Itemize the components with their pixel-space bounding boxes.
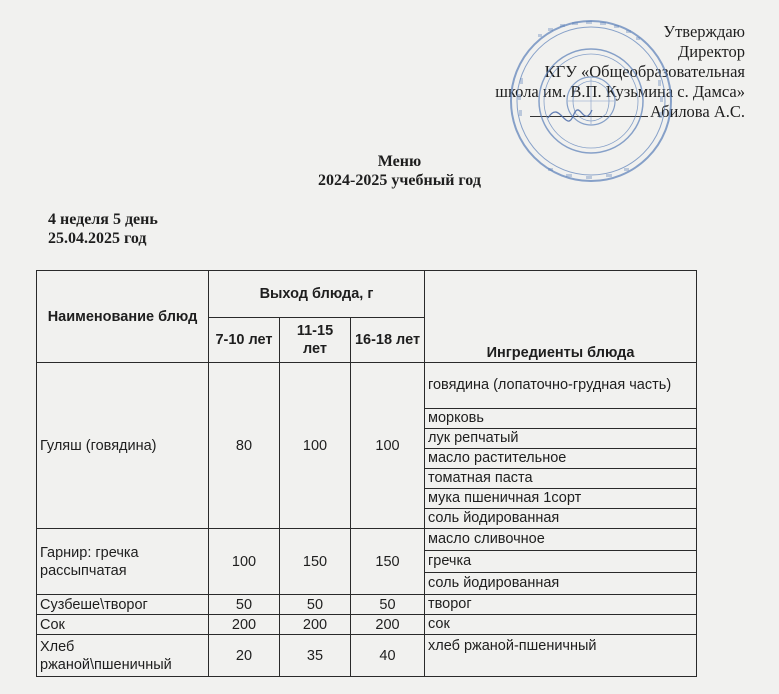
dish-name: Гарнир: гречка рассыпчатая [37,529,209,595]
output-11-15: 150 [280,529,351,595]
table-row [37,615,697,635]
dish-name: Гуляш (говядина) [37,363,209,529]
menu-table [36,270,697,677]
header-age-11-15: 11-15 лет [280,318,351,363]
output-16-18: 50 [351,595,425,615]
signatory-name: Абилова А.С. [650,102,745,121]
menu-date: 25.04.2025 год [48,230,147,247]
ingredient: томатная паста [425,469,697,489]
ingredient: лук репчатый [425,429,697,449]
output-11-15: 35 [280,635,351,677]
dish-name: Сок [37,615,209,635]
approval-line-3: КГУ «Общеобразовательная [544,62,745,81]
menu-title [0,152,779,190]
output-11-15: 100 [280,363,351,529]
week-info [48,210,158,248]
ingredient: масло сливочное [425,529,697,551]
approval-line-2: Директор [678,42,745,61]
table-row [37,635,697,677]
approval-line-4: школа им. В.П. Кузьмина с. Дамса» [495,82,745,101]
table-row [37,363,697,409]
week-day: 4 неделя 5 день [48,211,158,228]
title-line-2: 2024-2025 учебный год [318,172,481,189]
dish-name: Сузбеше\творог [37,595,209,615]
output-7-10: 20 [209,635,280,677]
ingredient: масло растительное [425,449,697,469]
title-line-1: Меню [377,153,422,170]
dish-name: Хлеб ржаной\пшеничный [37,635,209,677]
output-11-15: 50 [280,595,351,615]
ingredient: гречка [425,551,697,573]
output-16-18: 150 [351,529,425,595]
ingredient: хлеб ржаной-пшеничный [425,635,697,677]
output-7-10: 80 [209,363,280,529]
ingredient: сок [425,615,697,635]
output-16-18: 40 [351,635,425,677]
output-7-10: 50 [209,595,280,615]
ingredient: морковь [425,409,697,429]
table-header-row [37,271,697,318]
output-16-18: 200 [351,615,425,635]
output-7-10: 200 [209,615,280,635]
header-ingredients: Ингредиенты блюда [425,271,697,363]
ingredient: творог [425,595,697,615]
output-16-18: 100 [351,363,425,529]
ingredient: соль йодированная [425,509,697,529]
table-row [37,595,697,615]
header-age-16-18: 16-18 лет [351,318,425,363]
output-11-15: 200 [280,615,351,635]
approval-line-1: Утверждаю [663,22,745,41]
header-output: Выход блюда, г [209,271,425,318]
header-dish-name: Наименование блюд [37,271,209,363]
table-row [37,529,697,551]
output-7-10: 100 [209,529,280,595]
ingredient: говядина (лопаточно-грудная часть) [425,363,697,409]
ingredient: соль йодированная [425,573,697,595]
ingredient: мука пшеничная 1сорт [425,489,697,509]
header-age-7-10: 7-10 лет [209,318,280,363]
